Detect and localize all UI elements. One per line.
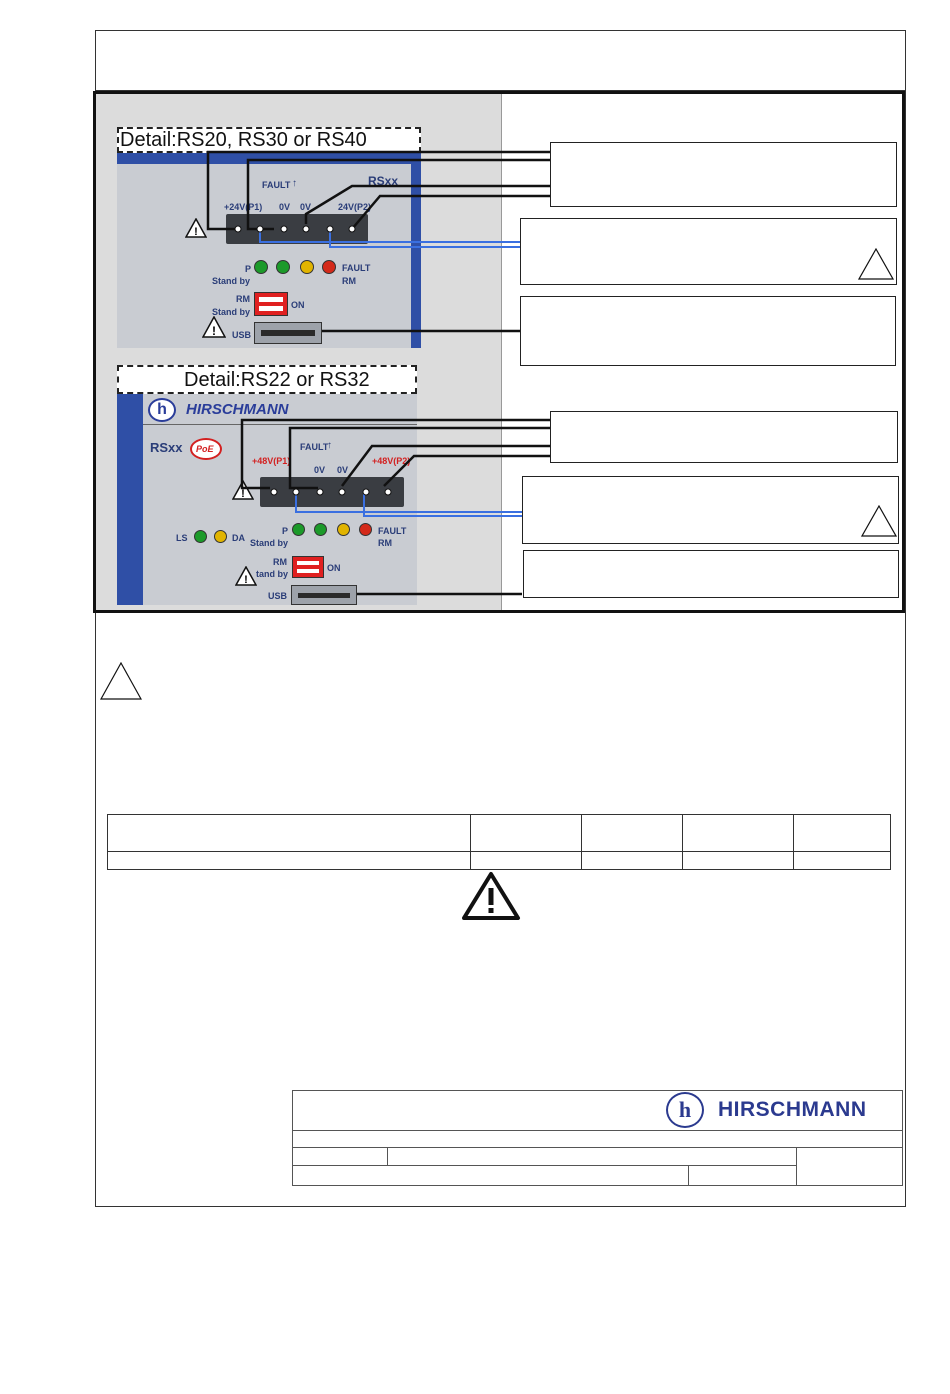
arrow-up-icon: ↑	[292, 178, 297, 189]
warning-triangle-icon	[861, 505, 897, 537]
callout-power-top	[550, 142, 897, 207]
bottom-terminal-fault: FAULT	[300, 442, 329, 452]
title-block-rule	[292, 1147, 903, 1148]
title-block-rule	[688, 1165, 689, 1186]
callout-fault-bottom	[522, 476, 899, 544]
bottom-usb-label: USB	[268, 591, 288, 601]
top-dip-rm-label: RM	[236, 294, 250, 304]
bottom-model-label: RSxx	[150, 440, 183, 455]
top-detail-label: Detail:RS20, RS30 or RS40	[120, 129, 367, 151]
table-cell	[108, 851, 471, 869]
bottom-led-ls-label: LS	[176, 533, 188, 543]
title-block-rule	[292, 1165, 797, 1166]
bottom-dip-rm-label: RM	[273, 557, 287, 567]
top-terminal-p1: +24V(P1)	[224, 202, 263, 212]
top-terminal-0v-b: 0V	[300, 202, 312, 212]
top-terminal-p2: 24V(P2)	[338, 202, 372, 212]
top-led-fault-label: FAULT	[342, 263, 371, 273]
hirschmann-logo-icon: h	[666, 1092, 704, 1128]
table-cell	[582, 815, 683, 852]
table-cell	[108, 815, 471, 852]
bottom-led-da-label: DA	[232, 533, 245, 543]
title-block-rule	[387, 1147, 388, 1165]
top-model-label: RSxx	[368, 174, 399, 188]
bottom-detail-label: Detail:RS22 or RS32	[184, 369, 370, 391]
table-cell	[683, 851, 794, 869]
callout-usb-bottom	[523, 550, 899, 598]
callout-fault-top	[520, 218, 897, 285]
bottom-terminal-p1: +48V(P1)	[252, 456, 291, 466]
top-usb-label: USB	[232, 330, 252, 340]
svg-text:!: !	[244, 574, 248, 586]
table-cell	[582, 851, 683, 869]
bottom-terminal-0v-a: 0V	[314, 465, 326, 475]
bottom-brand-name: HIRSCHMANN	[186, 401, 289, 418]
svg-text:!: !	[194, 226, 198, 238]
top-terminal-fault: FAULT	[262, 180, 291, 190]
callout-power-bottom	[550, 411, 898, 463]
table-cell	[471, 815, 582, 852]
table-cell	[683, 815, 794, 852]
bottom-dip-on-label: ON	[327, 563, 341, 573]
bottom-poe-label: PoE	[196, 444, 214, 454]
hirschmann-logo-icon: h	[148, 398, 176, 422]
table-cell	[794, 851, 891, 869]
bottom-terminal-0v-b: 0V	[337, 465, 349, 475]
title-block-rule	[796, 1147, 797, 1186]
top-led-rm-label: RM	[342, 276, 356, 286]
arrow-up-icon: ↑	[327, 440, 332, 451]
title-block-brand: HIRSCHMANN	[718, 1098, 867, 1121]
bottom-led-fault-label: FAULT	[378, 526, 407, 536]
warning-triangle-icon	[858, 248, 894, 280]
title-block-rule	[292, 1130, 903, 1131]
table-cell	[471, 851, 582, 869]
top-led-standby-label: Stand by	[212, 276, 251, 286]
callout-usb-top	[520, 296, 896, 366]
svg-text:!: !	[241, 488, 245, 500]
top-led-p-label: P	[245, 264, 252, 274]
top-dip-standby-label: Stand by	[212, 307, 251, 317]
spec-table	[107, 814, 891, 870]
top-dip-on-label: ON	[291, 300, 305, 310]
note-warning-icon	[100, 662, 142, 700]
warning-icon	[461, 871, 521, 921]
svg-text:!: !	[212, 324, 216, 338]
table-cell	[794, 815, 891, 852]
bottom-led-standby-label: Stand by	[250, 538, 289, 548]
bottom-led-p-label: P	[282, 526, 289, 536]
bottom-dip-standby-label: tand by	[256, 569, 289, 579]
bottom-terminal-p2: +48V(P2)	[372, 456, 411, 466]
top-terminal-0v-a: 0V	[279, 202, 291, 212]
bottom-led-rm-label: RM	[378, 538, 392, 548]
